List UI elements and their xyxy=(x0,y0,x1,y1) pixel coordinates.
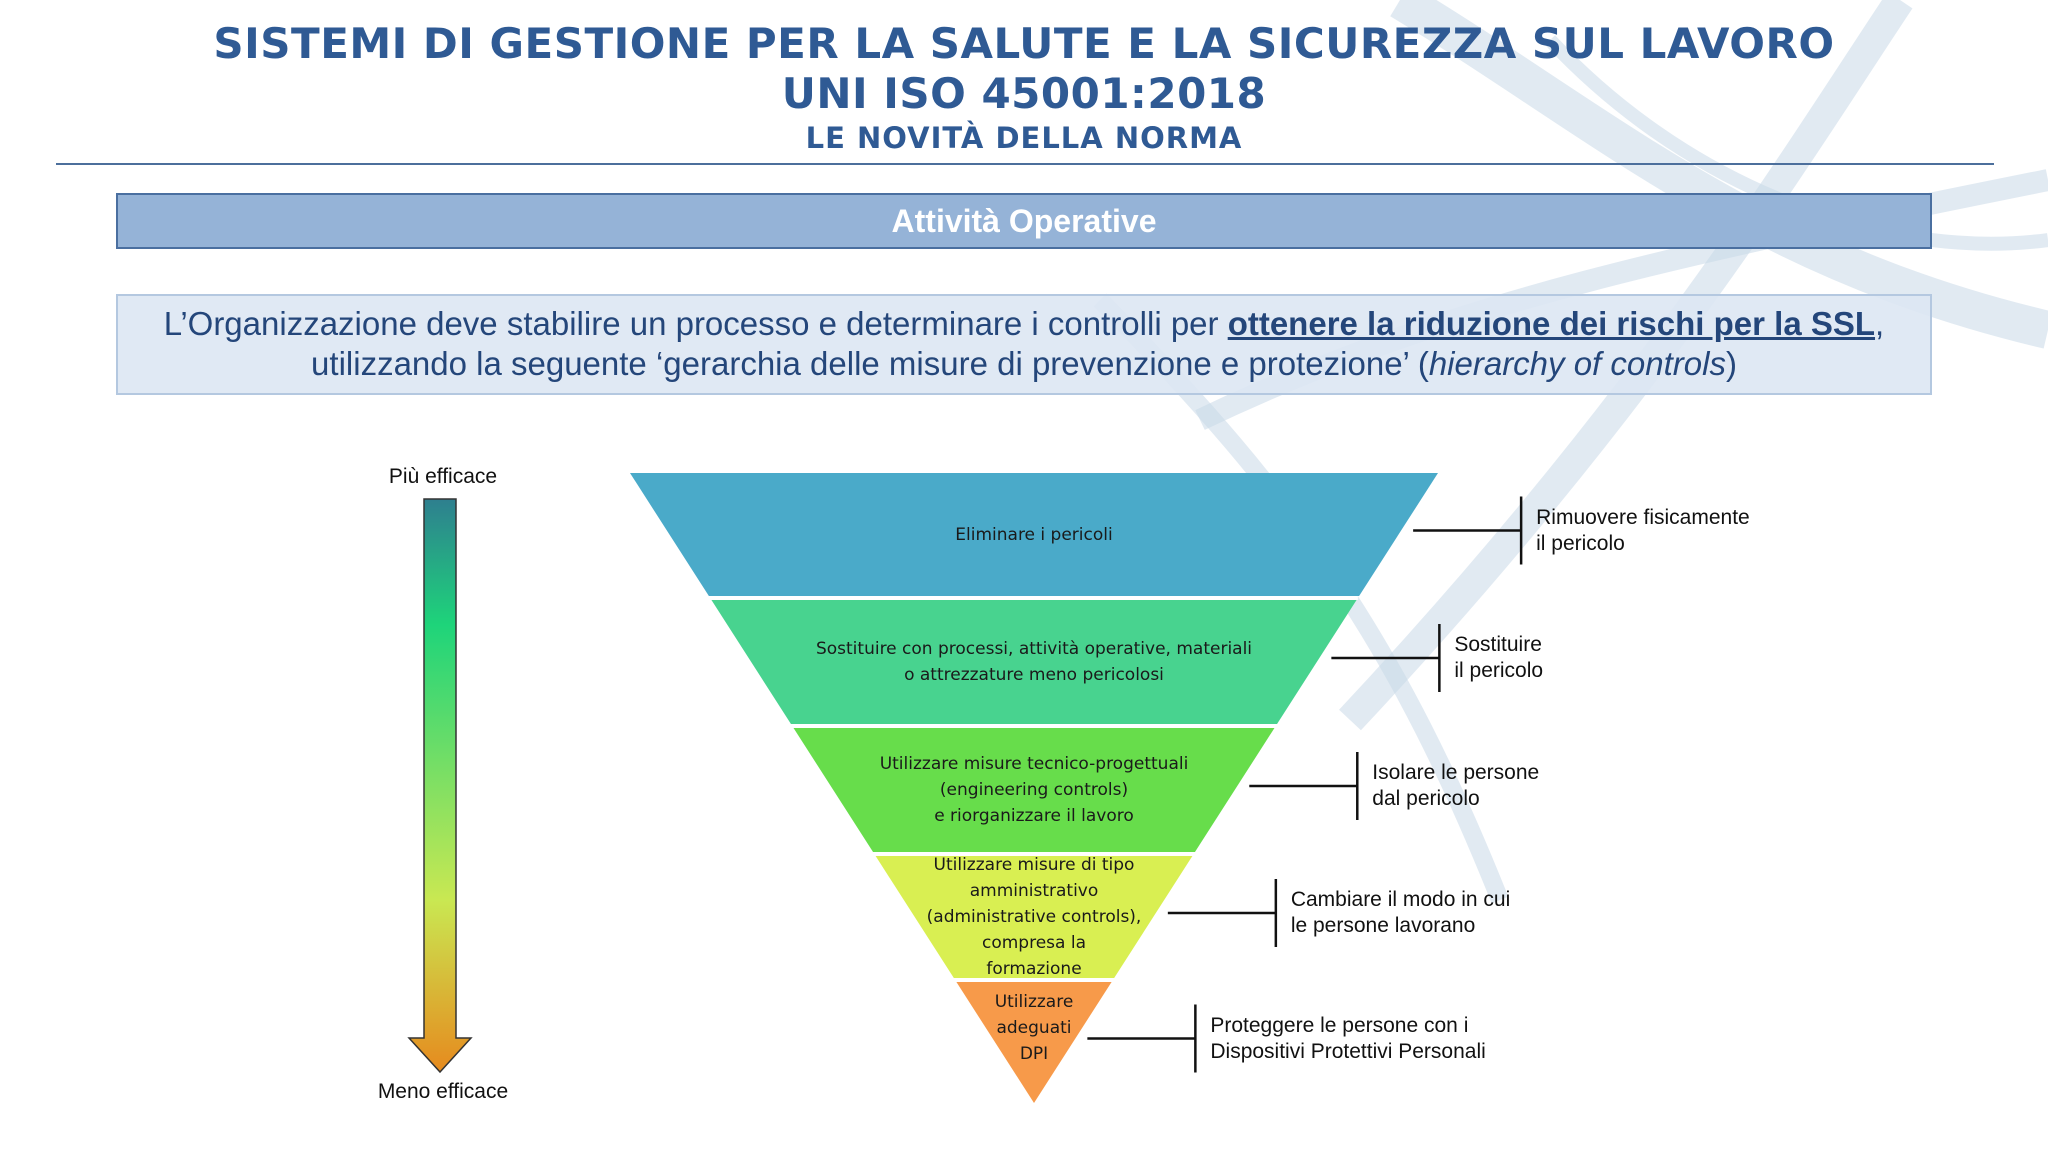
pyramid-level-1-label xyxy=(955,522,1112,548)
standard-title: UNI ISO 45001:2018 xyxy=(781,69,1267,118)
side-description-5 xyxy=(1210,1013,1485,1065)
pyramid-label-line: (administrative controls), xyxy=(926,907,1142,927)
pyramid-label-line: Utilizzare misure tecnico-progettuali xyxy=(879,754,1189,774)
pyramid-label-line: formazione xyxy=(986,959,1082,979)
side-description-line: le persone lavorano xyxy=(1290,914,1476,937)
side-description-line: Proteggere le persone con i xyxy=(1210,1013,1469,1037)
pyramid-label-line: Sostituire con processi, attività operative, materiali xyxy=(815,639,1253,659)
pyramid-label-line: o attrezzature meno pericolosi xyxy=(904,665,1164,685)
side-description-1 xyxy=(1536,505,1750,557)
side-description-line: Sostituire xyxy=(1454,633,1542,656)
pyramid-label-line: Utilizzare xyxy=(994,991,1074,1012)
side-description-line: il pericolo xyxy=(1454,659,1544,682)
pyramid-label-line: Utilizzare misure di tipo xyxy=(933,855,1135,875)
side-description-2 xyxy=(1454,632,1543,684)
pyramid-level-3-label xyxy=(880,751,1189,829)
side-description-line: dal pericolo xyxy=(1372,787,1480,810)
side-description-line: Rimuovere fisicamente xyxy=(1536,505,1750,529)
pyramid-label-line: e riorganizzare il lavoro xyxy=(934,806,1134,826)
side-description-line: il pericolo xyxy=(1536,531,1625,555)
pyramid-level-2-label xyxy=(816,636,1252,688)
intro-emphasis: ottenere la riduzione dei rischi per la SSL xyxy=(1227,305,1876,342)
pyramid-label-line: compresa la xyxy=(982,933,1086,953)
arrow-top-label: Più efficace xyxy=(388,465,498,488)
side-description-line: Dispositivi Protettivi Personali xyxy=(1210,1039,1486,1063)
pyramid-label-line: (engineering controls) xyxy=(939,780,1129,800)
pyramid-label-line: adeguati xyxy=(996,1017,1072,1038)
intro-text-part4: ) xyxy=(1725,345,1737,382)
page-subtitle: LE NOVITÀ DELLA NORMA xyxy=(805,121,1243,155)
pyramid-level-5-label xyxy=(995,989,1074,1067)
pyramid-label-line: Eliminare i pericoli xyxy=(955,524,1113,545)
section-title: Attività Operative xyxy=(891,203,1157,239)
side-description-3 xyxy=(1372,760,1539,812)
side-description-4 xyxy=(1291,887,1510,939)
intro-text-part3: utilizzando la seguente ‘gerarchia delle misure di prevenzione e protezione’ ( xyxy=(311,345,1429,382)
page-title: SISTEMI DI GESTIONE PER LA SALUTE E LA SICUREZZA SUL LAVORO xyxy=(213,19,1835,68)
side-description-line: Cambiare il modo in cui xyxy=(1290,888,1511,911)
arrow-bottom-label: Meno efficace xyxy=(377,1080,509,1103)
intro-text-part1: L’Organizzazione deve stabilire un processo e determinare i controlli per xyxy=(163,305,1228,342)
side-description-line: Isolare le persone xyxy=(1372,761,1540,784)
pyramid-label-line: amministrativo xyxy=(969,881,1099,901)
intro-italic: hierarchy of controls xyxy=(1428,345,1726,382)
pyramid-label-line: DPI xyxy=(1019,1043,1049,1064)
pyramid-level-4-label xyxy=(927,852,1142,982)
intro-text-part2: , xyxy=(1875,305,1885,342)
